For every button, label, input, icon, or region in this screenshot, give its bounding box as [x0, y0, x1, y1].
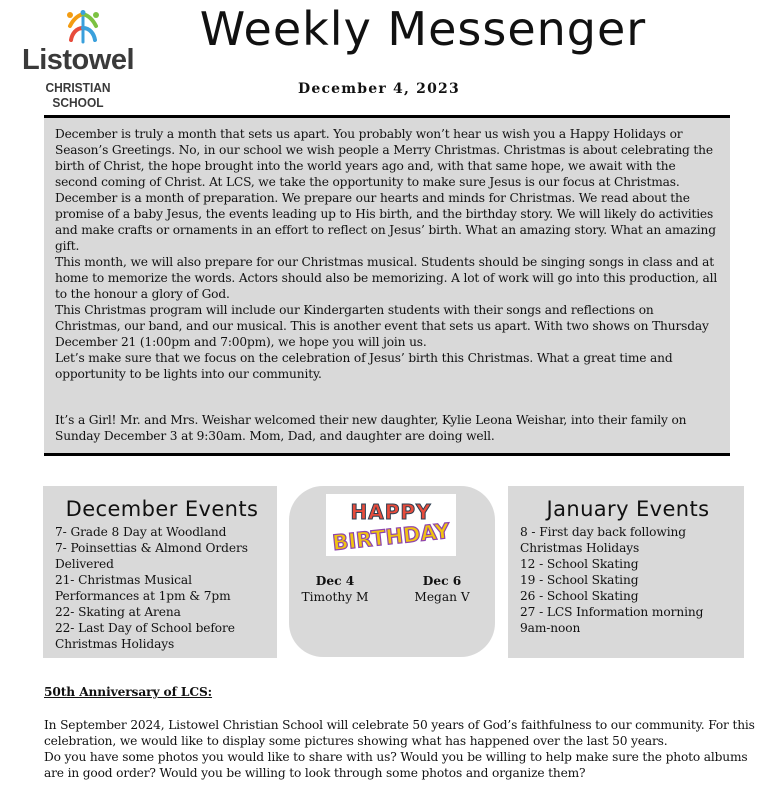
january-events-list	[520, 524, 736, 636]
december-events-list	[55, 524, 269, 652]
logo-name: Listowel	[21, 44, 134, 76]
january-events-title: January Events	[546, 497, 710, 521]
spacer	[55, 382, 718, 412]
anniversary-text	[44, 717, 764, 781]
banner-line-happy: HAPPY	[350, 500, 432, 524]
list-item: 27 - LCS Information morning 9am-noon	[520, 605, 704, 635]
list-item: 7- Poinsettias & Almond Orders Delivered	[55, 541, 248, 571]
birthday-entry	[285, 573, 385, 605]
list-item: 12 - School Skating	[520, 557, 639, 571]
list-item: 26 - School Skating	[520, 589, 639, 603]
main-message-box	[44, 115, 730, 456]
list-item: 19 - School Skating	[520, 573, 639, 587]
anniversary-line: Do you have some photos you would like to share with us? Would you be willing to help make sure the photo albums are in good order? Would you be willing to look through some photos and organize them?	[44, 750, 748, 780]
birthday-name: Timothy M	[301, 590, 369, 604]
list-item: 22- Last Day of School before Christmas Holidays	[55, 621, 235, 651]
birthday-entry	[392, 573, 492, 605]
banner-line-birthday: BIRTHDAY	[331, 518, 451, 556]
message-paragraph: Let’s make sure that we focus on the celebration of Jesus’ birth this Christmas. What a great time and opportunity to be lights into our community.	[55, 351, 673, 381]
people-cross-icon	[64, 10, 102, 44]
school-logo	[14, 8, 142, 110]
anniversary-line: In September 2024, Listowel Christian School will celebrate 50 years of God’s faithfulness to our community. For this celebration, we would like to display some pictures showing what has happened over the last 50 years.	[44, 718, 755, 748]
newsletter-date: December 4, 2023	[298, 81, 460, 97]
birthday-banner-art	[326, 494, 456, 556]
message-paragraph: This month, we will also prepare for our Christmas musical. Students should be singing songs in class and at home to memorize the words. Actors should also be memorizing. A lot of work will go into this production, all to the honour a glory of God.	[55, 255, 718, 301]
december-events-title: December Events	[65, 497, 259, 521]
january-events-box	[508, 486, 744, 658]
message-paragraph: December is truly a month that sets us apart. You probably won’t hear us wish you a Happy Holidays or Season’s Greetings. No, in our school we wish people a Merry Christmas. Christmas is about celebrating the birth of Christ, the hope brought into the world years ago and, with that same hope, we await with the second coming of Christ. At LCS, we take the opportunity to make sure Jesus is our focus at Christmas.	[55, 127, 713, 189]
birth-announcement: It’s a Girl! Mr. and Mrs. Weishar welcomed their new daughter, Kylie Leona Weishar, into their family on Sunday December 3 at 9:30am. Mom, Dad, and daughter are doing well.	[55, 413, 687, 443]
birthday-date: Dec 4	[315, 574, 355, 588]
list-item: 21- Christmas Musical Performances at 1pm & 7pm	[55, 573, 231, 603]
anniversary-heading: 50th Anniversary of LCS:	[44, 685, 213, 699]
message-paragraph: This Christmas program will include our Kindergarten students with their songs and reflections on Christmas, our band, and our musical. This is another event that sets us apart. With two shows on Thursday December 21 (1:00pm and 7:00pm), we hope you will join us.	[55, 303, 709, 349]
birthdays-box	[289, 486, 495, 657]
logo-subtitle: CHRISTIAN SCHOOL	[45, 80, 111, 110]
happy-birthday-banner	[326, 494, 456, 556]
birthday-date: Dec 6	[422, 574, 462, 588]
list-item: 7- Grade 8 Day at Woodland	[55, 525, 227, 539]
december-events-box	[43, 486, 277, 658]
list-item: 22- Skating at Arena	[55, 605, 181, 619]
birthday-name: Megan V	[414, 590, 470, 604]
message-paragraph: December is a month of preparation. We prepare our hearts and minds for Christmas. We read about the promise of a baby Jesus, the events leading up to His birth, and the birthday story. We will likely do activities and make crafts or ornaments in an effort to reflect on Jesus’ birth. What an amazing story. What an amazing gift.	[55, 191, 716, 253]
list-item: 8 - First day back following Christmas Holidays	[520, 525, 686, 555]
newsletter-title: Weekly Messenger	[199, 2, 647, 56]
